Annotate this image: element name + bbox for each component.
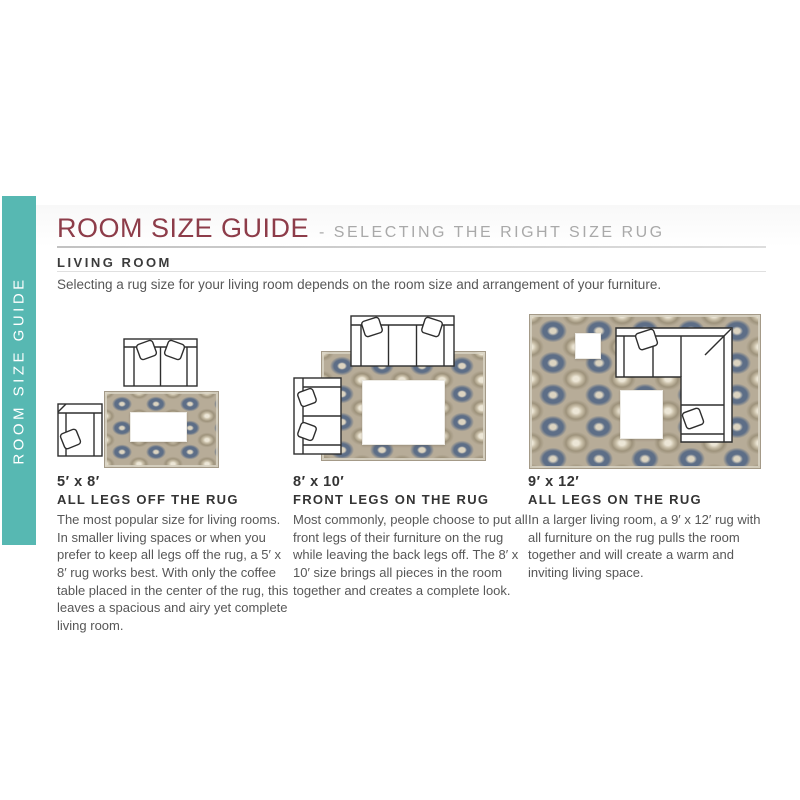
sidebar-tab xyxy=(2,196,36,545)
page-title: ROOM SIZE GUIDE xyxy=(57,213,310,243)
column-heading: ALL LEGS OFF THE RUG xyxy=(57,492,239,507)
coffee-table xyxy=(130,412,187,442)
column-body: In a larger living room, a 9′ x 12′ rug with all furniture on the rug pulls the room together and will create a warm and inviting living space. xyxy=(528,512,761,581)
side-table xyxy=(575,333,601,359)
column-heading: ALL LEGS ON THE RUG xyxy=(528,492,702,507)
sofa-icon xyxy=(350,315,455,367)
page-header xyxy=(57,213,665,244)
header-divider xyxy=(57,246,766,248)
column-heading: FRONT LEGS ON THE RUG xyxy=(293,492,490,507)
section-divider xyxy=(57,271,766,272)
sectional-sofa-icon xyxy=(615,327,733,443)
armchair-icon xyxy=(57,403,103,457)
section-heading: LIVING ROOM xyxy=(57,255,172,270)
coffee-table xyxy=(362,380,445,445)
column-8x10 xyxy=(293,474,530,599)
column-body: The most popular size for living rooms. In smaller living spaces or when you prefer to keep all legs off the rug, a 5′ x 8′ rug works best. With only the coffee table placed in the center of the rug, this leaves a spacious and airy yet complete living room. xyxy=(57,512,289,634)
page-subtitle: - SELECTING THE RIGHT SIZE RUG xyxy=(319,224,665,241)
rug-size-label: 5′ x 8′ xyxy=(57,474,100,490)
loveseat-sofa-icon xyxy=(123,338,198,387)
rug-size-label: 8′ x 10′ xyxy=(293,474,345,490)
rug-size-label: 9′ x 12′ xyxy=(528,474,580,490)
sidebar-label: ROOM SIZE GUIDE xyxy=(10,276,28,465)
column-body: Most commonly, people choose to put all front legs of their furniture on the rug while leaving the back legs off. The 8′ x 10′ size brings all pieces in the room together and creates a complete look. xyxy=(293,512,528,598)
column-5x8 xyxy=(57,474,289,635)
column-9x12 xyxy=(528,474,773,582)
loveseat-side-icon xyxy=(293,377,342,455)
section-intro: Selecting a rug size for your living room depends on the room size and arrangement of your furniture. xyxy=(57,277,662,292)
